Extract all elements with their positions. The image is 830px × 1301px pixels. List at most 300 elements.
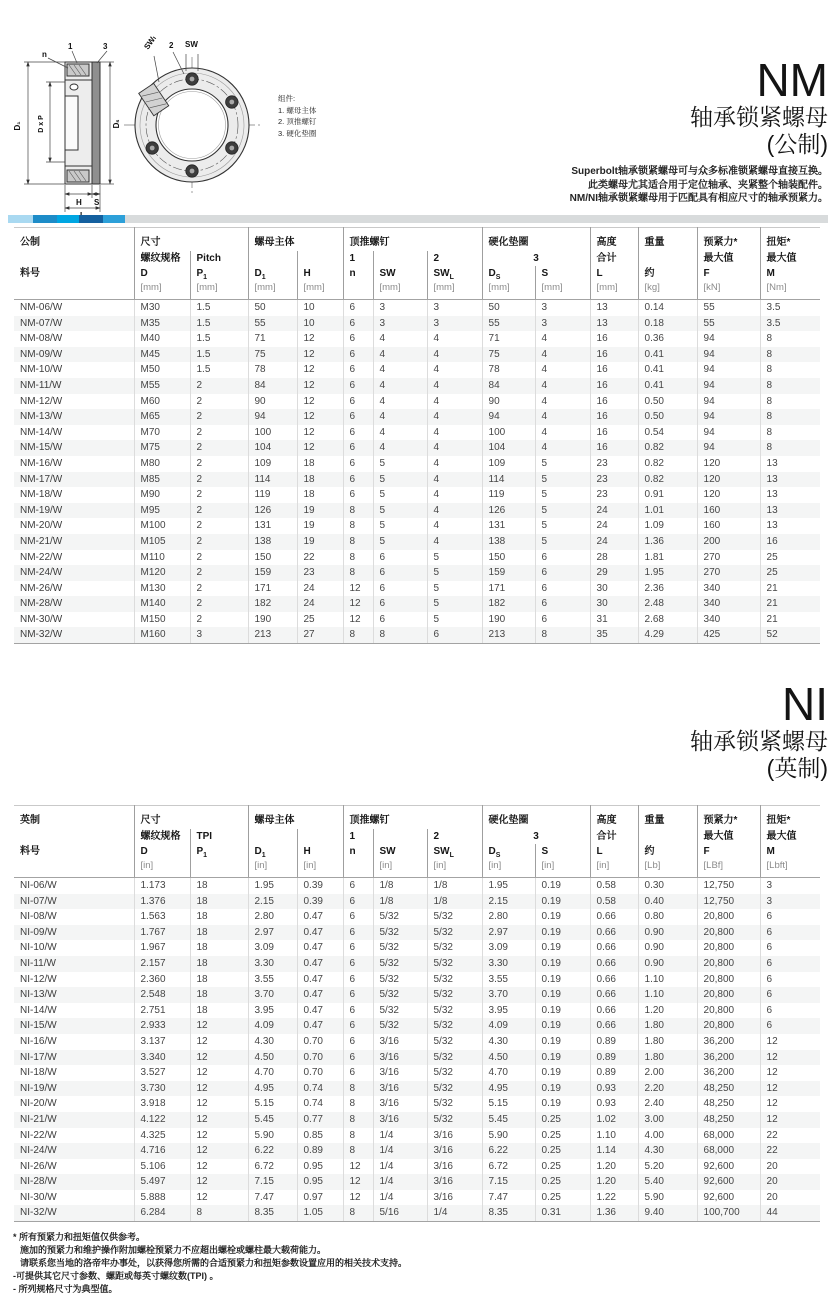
value-cell: 4	[373, 394, 427, 410]
value-cell: 0.39	[297, 878, 343, 894]
symbol-header: M	[760, 266, 820, 281]
value-cell: 5/32	[427, 956, 482, 972]
value-cell: 3.340	[134, 1050, 190, 1066]
column-group-label: 硬化垫圈	[482, 806, 590, 830]
value-cell: 4.30	[482, 1034, 535, 1050]
table-row	[14, 456, 820, 472]
unit-header: [mm]	[535, 281, 590, 300]
unit-header: [Lb]	[638, 859, 697, 878]
unit-header: [mm]	[134, 281, 190, 300]
value-cell: M95	[134, 503, 190, 519]
value-cell: 6	[343, 347, 373, 363]
part-number-cell: NI-09/W	[20, 926, 57, 938]
part-number-cell: NI-18/W	[20, 1067, 57, 1079]
value-cell: 0.66	[590, 940, 638, 956]
value-cell: 6	[343, 987, 373, 1003]
value-cell: 0.90	[638, 940, 697, 956]
value-cell: 6	[343, 440, 373, 456]
value-cell: 6	[535, 565, 590, 581]
table-row	[14, 956, 820, 972]
unit-header: [in]	[297, 859, 343, 878]
value-cell: 114	[482, 472, 535, 488]
value-cell: 1.09	[638, 518, 697, 534]
value-cell: M110	[134, 550, 190, 566]
nm-title-block	[570, 56, 828, 206]
value-cell: 3/16	[373, 1034, 427, 1050]
value-cell: 131	[482, 518, 535, 534]
value-cell: 36,200	[697, 1034, 760, 1050]
footnotes	[13, 1231, 407, 1296]
value-cell: 0.66	[590, 956, 638, 972]
value-cell: 0.39	[297, 894, 343, 910]
symbol-header: 约	[638, 266, 697, 281]
accent-bar-segment	[79, 215, 103, 223]
value-cell: 4	[373, 362, 427, 378]
value-cell: 1.10	[638, 987, 697, 1003]
value-cell: 5/32	[427, 1065, 482, 1081]
value-cell: 0.25	[535, 1143, 590, 1159]
value-cell: 6	[373, 596, 427, 612]
value-cell: 3	[760, 894, 820, 910]
value-cell: 3/16	[427, 1159, 482, 1175]
value-cell: M60	[134, 394, 190, 410]
value-cell: 3	[535, 300, 590, 316]
column-group-label: 重量	[638, 228, 697, 252]
value-cell: 19	[297, 534, 343, 550]
part-number-cell: NM-07/W	[20, 317, 63, 329]
value-cell: 3	[373, 316, 427, 332]
value-cell: 4	[427, 534, 482, 550]
value-cell: 36,200	[697, 1065, 760, 1081]
value-cell: 5.20	[638, 1159, 697, 1175]
value-cell: 16	[590, 440, 638, 456]
unit-header: [in]	[535, 859, 590, 878]
part-number-cell: NM-24/W	[20, 567, 63, 579]
column-group-label: 扭矩*	[760, 806, 820, 830]
value-cell: 340	[697, 612, 760, 628]
value-cell: 6	[760, 1018, 820, 1034]
value-cell: 8	[760, 378, 820, 394]
value-cell: 16	[590, 394, 638, 410]
value-cell: 3	[760, 878, 820, 894]
unit-header: [kg]	[638, 281, 697, 300]
value-cell: 55	[697, 316, 760, 332]
value-cell: 12	[760, 1081, 820, 1097]
unit-header: [in]	[248, 859, 297, 878]
value-cell: 6	[760, 925, 820, 941]
symbol-header: F	[697, 844, 760, 859]
spacer-cell	[14, 829, 134, 844]
table-row	[14, 503, 820, 519]
value-cell: 126	[482, 503, 535, 519]
value-cell: 2	[190, 487, 248, 503]
value-cell: 0.19	[535, 1018, 590, 1034]
value-cell: 1.05	[297, 1205, 343, 1221]
value-cell: 5	[535, 534, 590, 550]
symbol-header: SW	[373, 844, 427, 859]
table-row	[14, 1050, 820, 1066]
value-cell: 1.36	[590, 1205, 638, 1221]
value-cell: 5/32	[427, 925, 482, 941]
sub-header	[248, 251, 297, 266]
value-cell: 4	[427, 487, 482, 503]
sub-header: 2	[427, 251, 482, 266]
value-cell: 6	[760, 987, 820, 1003]
value-cell: 2	[190, 518, 248, 534]
value-cell: 5.106	[134, 1159, 190, 1175]
value-cell: 18	[190, 878, 248, 894]
value-cell: 1/8	[373, 878, 427, 894]
value-cell: 6.22	[248, 1143, 297, 1159]
value-cell: 2.751	[134, 1003, 190, 1019]
value-cell: 0.36	[638, 331, 697, 347]
value-cell: 21	[760, 596, 820, 612]
value-cell: 1.80	[638, 1034, 697, 1050]
symbol-header: D	[134, 844, 190, 859]
value-cell: 12	[190, 1018, 248, 1034]
symbol-header: $SW_L$	[427, 266, 482, 281]
value-cell: 92,600	[697, 1174, 760, 1190]
value-cell: 2	[190, 394, 248, 410]
unit-header: [in]	[373, 859, 427, 878]
value-cell: 25	[760, 565, 820, 581]
value-cell: 27	[297, 627, 343, 643]
value-cell: 6	[343, 425, 373, 441]
value-cell: 8	[190, 1205, 248, 1221]
value-cell: 3/16	[427, 1128, 482, 1144]
value-cell: 2.360	[134, 972, 190, 988]
value-cell: 5	[535, 503, 590, 519]
value-cell: 2	[190, 503, 248, 519]
value-cell: 4.30	[248, 1034, 297, 1050]
value-cell: 6	[373, 550, 427, 566]
table-row	[14, 1034, 820, 1050]
value-cell: 12	[190, 1050, 248, 1066]
value-cell: 1/4	[373, 1159, 427, 1175]
value-cell: 2.157	[134, 956, 190, 972]
value-cell: 6	[343, 972, 373, 988]
value-cell: 1/4	[373, 1143, 427, 1159]
value-cell: M120	[134, 565, 190, 581]
sub-header: 最大值	[697, 829, 760, 844]
unit-system-label: 英制	[20, 815, 40, 826]
text-line: 3. 硬化垫圈	[278, 128, 317, 138]
value-cell: 3/16	[373, 1065, 427, 1081]
value-cell: 20,800	[697, 925, 760, 941]
value-cell: 68,000	[697, 1143, 760, 1159]
value-cell: 3	[190, 627, 248, 643]
value-cell: 6	[343, 362, 373, 378]
sub-header: 3	[482, 829, 590, 844]
value-cell: 94	[482, 409, 535, 425]
value-cell: 4	[535, 409, 590, 425]
value-cell: 2.933	[134, 1018, 190, 1034]
dim-label-dxp: D x P	[38, 115, 45, 133]
components-list	[278, 105, 316, 140]
value-cell: 4	[535, 440, 590, 456]
value-cell: 4	[535, 362, 590, 378]
sub-header: 最大值	[697, 251, 760, 266]
value-cell: 1.376	[134, 894, 190, 910]
value-cell: 75	[482, 347, 535, 363]
part-number-cell: NI-26/W	[20, 1160, 57, 1172]
value-cell: 5.497	[134, 1174, 190, 1190]
value-cell: 48,250	[697, 1081, 760, 1097]
value-cell: 28	[590, 550, 638, 566]
value-cell: 120	[697, 456, 760, 472]
value-cell: 12	[297, 378, 343, 394]
value-cell: 109	[248, 456, 297, 472]
value-cell: 190	[482, 612, 535, 628]
value-cell: 5/32	[427, 987, 482, 1003]
value-cell: 2.36	[638, 581, 697, 597]
value-cell: 5	[427, 581, 482, 597]
value-cell: 55	[482, 316, 535, 332]
value-cell: 6	[343, 378, 373, 394]
value-cell: 3.70	[482, 987, 535, 1003]
value-cell: 0.58	[590, 894, 638, 910]
value-cell: 16	[590, 347, 638, 363]
part-number-cell: NI-28/W	[20, 1176, 57, 1188]
value-cell: 1.95	[638, 565, 697, 581]
value-cell: 0.77	[297, 1112, 343, 1128]
accent-bar-segment	[125, 215, 828, 223]
value-cell: 0.97	[297, 1190, 343, 1206]
value-cell: 182	[482, 596, 535, 612]
symbol-header: S	[535, 266, 590, 281]
part-number-cell: NM-10/W	[20, 364, 63, 376]
value-cell: 160	[697, 503, 760, 519]
sub-header: TPI	[190, 829, 248, 844]
sub-header	[373, 251, 427, 266]
sub-header: 最大值	[760, 829, 820, 844]
value-cell: 20,800	[697, 909, 760, 925]
value-cell: 4.09	[482, 1018, 535, 1034]
part-number-cell: NI-20/W	[20, 1098, 57, 1110]
value-cell: 5	[373, 518, 427, 534]
value-cell: 12	[190, 1065, 248, 1081]
accent-bar-segment	[57, 215, 79, 223]
value-cell: 20	[760, 1159, 820, 1175]
value-cell: 138	[482, 534, 535, 550]
value-cell: 1/4	[373, 1128, 427, 1144]
value-cell: 138	[248, 534, 297, 550]
value-cell: 13	[760, 518, 820, 534]
value-cell: 1.14	[590, 1143, 638, 1159]
unit-header: [kN]	[697, 281, 760, 300]
value-cell: 6	[373, 612, 427, 628]
value-cell: 2	[190, 596, 248, 612]
value-cell: 213	[248, 627, 297, 643]
value-cell: 270	[697, 565, 760, 581]
value-cell: 12,750	[697, 894, 760, 910]
value-cell: 20,800	[697, 940, 760, 956]
sub-header	[248, 829, 297, 844]
ni-subtitle: 轴承锁紧螺母	[690, 728, 828, 754]
value-cell: 1.10	[638, 972, 697, 988]
value-cell: M140	[134, 596, 190, 612]
value-cell: 5	[373, 456, 427, 472]
column-group-label: 高度	[590, 228, 638, 252]
value-cell: 48,250	[697, 1112, 760, 1128]
part-number-cell: NI-24/W	[20, 1145, 57, 1157]
value-cell: 2	[190, 472, 248, 488]
value-cell: 8	[760, 347, 820, 363]
value-cell: 0.19	[535, 878, 590, 894]
value-cell: 8.35	[482, 1205, 535, 1221]
value-cell: 0.95	[297, 1174, 343, 1190]
unit-header: [mm]	[248, 281, 297, 300]
value-cell: M75	[134, 440, 190, 456]
value-cell: 0.19	[535, 1050, 590, 1066]
value-cell: 6	[427, 627, 482, 643]
value-cell: 2.48	[638, 596, 697, 612]
value-cell: 13	[760, 503, 820, 519]
value-cell: 90	[248, 394, 297, 410]
value-cell: M40	[134, 331, 190, 347]
dim-label-n: n	[42, 50, 47, 59]
value-cell: 3/16	[427, 1190, 482, 1206]
value-cell: 2	[190, 581, 248, 597]
value-cell: 12	[343, 612, 373, 628]
text-line: NM/NI轴承锁紧螺母用于匹配具有相应尺寸的轴承预紧力。	[569, 193, 828, 204]
value-cell: 12	[190, 1034, 248, 1050]
value-cell: 0.30	[638, 878, 697, 894]
value-cell: 2.548	[134, 987, 190, 1003]
callout-2: 2	[169, 41, 174, 50]
part-number-cell: NM-21/W	[20, 535, 63, 547]
column-group-label: 螺母主体	[248, 228, 343, 252]
value-cell: 0.66	[590, 1018, 638, 1034]
value-cell: 3.55	[482, 972, 535, 988]
value-cell: 5.888	[134, 1190, 190, 1206]
value-cell: 7.15	[482, 1174, 535, 1190]
value-cell: 5	[535, 518, 590, 534]
table-row	[14, 378, 820, 394]
value-cell: 3.730	[134, 1081, 190, 1097]
value-cell: 25	[297, 612, 343, 628]
value-cell: 0.41	[638, 362, 697, 378]
value-cell: 5.45	[482, 1112, 535, 1128]
unit-header: [mm]	[297, 281, 343, 300]
value-cell: M30	[134, 300, 190, 316]
value-cell: 6	[343, 940, 373, 956]
value-cell: 1.5	[190, 347, 248, 363]
value-cell: 159	[248, 565, 297, 581]
value-cell: 100,700	[697, 1205, 760, 1221]
value-cell: 3	[535, 316, 590, 332]
unit-header: [in]	[427, 859, 482, 878]
value-cell: 4.122	[134, 1112, 190, 1128]
symbol-header: H	[297, 844, 343, 859]
value-cell: 13	[590, 316, 638, 332]
table-row	[14, 972, 820, 988]
value-cell: 8	[343, 1128, 373, 1144]
symbol-header: n	[343, 844, 373, 859]
value-cell: 8	[343, 1205, 373, 1221]
value-cell: 12	[760, 1050, 820, 1066]
value-cell: 1/8	[427, 894, 482, 910]
value-cell: 5.40	[638, 1174, 697, 1190]
value-cell: 4.70	[248, 1065, 297, 1081]
value-cell: 0.66	[590, 909, 638, 925]
value-cell: 1.01	[638, 503, 697, 519]
sub-header	[373, 829, 427, 844]
value-cell: 120	[697, 487, 760, 503]
value-cell: 6	[760, 909, 820, 925]
value-cell: 131	[248, 518, 297, 534]
value-cell: 12	[297, 331, 343, 347]
technical-drawing	[8, 34, 413, 220]
value-cell: 340	[697, 596, 760, 612]
value-cell: 3.95	[248, 1003, 297, 1019]
column-group-label: 高度	[590, 806, 638, 830]
part-number-header: 料号	[20, 268, 40, 279]
value-cell: 0.74	[297, 1081, 343, 1097]
value-cell: 4	[373, 440, 427, 456]
part-number-cell: NI-17/W	[20, 1051, 57, 1063]
table-row	[14, 534, 820, 550]
value-cell: 6	[343, 394, 373, 410]
sub-header	[638, 829, 697, 844]
value-cell: 21	[760, 612, 820, 628]
symbol-header: 约	[638, 844, 697, 859]
column-group-label: 尺寸	[134, 228, 248, 252]
value-cell: 94	[697, 409, 760, 425]
value-cell: 8.35	[248, 1205, 297, 1221]
value-cell: 182	[248, 596, 297, 612]
value-cell: 0.66	[590, 925, 638, 941]
unit-header	[343, 859, 373, 878]
value-cell: M50	[134, 362, 190, 378]
symbol-header: SW	[373, 266, 427, 281]
components-legend	[278, 93, 316, 139]
symbol-header: $P_1$	[190, 266, 248, 281]
part-number-cell: NI-19/W	[20, 1082, 57, 1094]
value-cell: 12	[343, 581, 373, 597]
value-cell: 48,250	[697, 1096, 760, 1112]
value-cell: 0.40	[638, 894, 697, 910]
value-cell: M65	[134, 409, 190, 425]
value-cell: 0.82	[638, 440, 697, 456]
ni-title: NI	[782, 678, 828, 730]
value-cell: 8	[343, 627, 373, 643]
value-cell: 6	[343, 487, 373, 503]
table-row	[14, 316, 820, 332]
column-group-label: 硬化垫圈	[482, 228, 590, 252]
value-cell: 2	[190, 612, 248, 628]
value-cell: 0.19	[535, 1065, 590, 1081]
value-cell: 94	[697, 394, 760, 410]
value-cell: 5/32	[427, 1112, 482, 1128]
value-cell: 6	[343, 456, 373, 472]
value-cell: 120	[697, 472, 760, 488]
symbol-header: M	[760, 844, 820, 859]
value-cell: 94	[248, 409, 297, 425]
value-cell: 12	[297, 440, 343, 456]
text-line: 请联系您当地的洛帝牢办事处，以获得您所需的合适预紧力和扭矩参数设置应用的相关技术支持。	[20, 1258, 408, 1268]
symbol-header: $D_1$	[248, 266, 297, 281]
value-cell: 340	[697, 581, 760, 597]
part-number-cell: NI-15/W	[20, 1020, 57, 1032]
table-row	[14, 1205, 820, 1221]
value-cell: 5	[535, 456, 590, 472]
symbol-header: H	[297, 266, 343, 281]
value-cell: 1.20	[590, 1159, 638, 1175]
value-cell: 12	[297, 362, 343, 378]
sub-header	[297, 251, 343, 266]
value-cell: 20,800	[697, 972, 760, 988]
